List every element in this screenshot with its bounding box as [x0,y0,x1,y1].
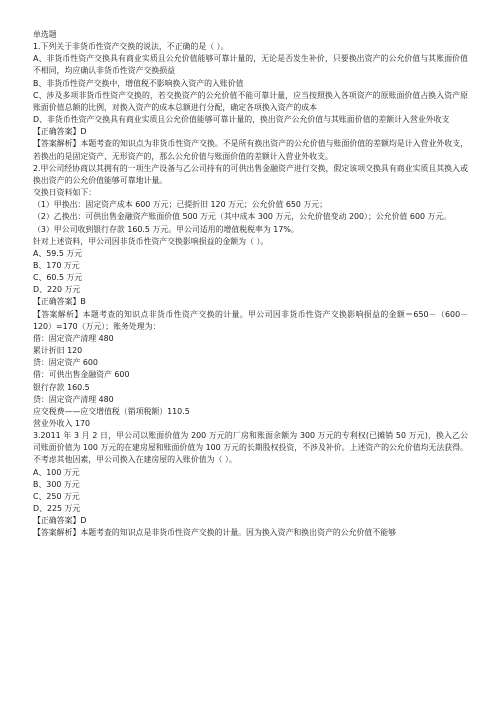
q2-analysis: 【答案解析】本题考查的知识点非货币性资产交换的计量。甲公司因非货币性资产交换影响损益的金额＝650－（600－120）=170（万元）；账务处理为： [33,309,468,331]
q2-entry-6: 贷：固定资产清理 480 [33,394,114,404]
q1-option-b: B、非货币性资产交换中，增值税不影响换入资产的入账价值 [33,78,244,88]
section-heading: 单选题 [33,30,57,39]
q1-option-c: C、涉及多项非货币性资产交换的，若交换资产的公允价值不能可靠计量，应当按照换入各项资产的原账面价值占换入资产原账面价值总额的比例，对换入资产的成本总额进行分配，确定各项换入资产的成本 [33,90,468,112]
q2-ask: 针对上述资料，甲公司因非货币性资产交换影响损益的金额为（ ）。 [33,236,269,246]
q2-info-3: （3）甲公司收到银行存款 160.5 万元。甲公司适用的增值税税率为 17%。 [33,224,299,234]
q3-option-a: A、100 万元 [33,467,80,477]
q3-option-b: B、300 万元 [33,479,80,489]
q2-entry-5: 银行存款 160.5 [33,382,90,392]
q3-stem: 3.2011 年 3 月 2 日，甲公司以账面价值为 200 万元的厂房和账面余额为 300 万元的专利权(已摊销 50 万元)，换入乙公司账面价值为 100 万元的在建房屋和账面价值为 100 万元的长期股权投资，不涉及补价。上述资产的公允价值均无法获得。不考虑其他因素，甲公司换入在建房屋的入账价值为（ ）。 [33,431,468,465]
q2-option-a: A、59.5 万元 [33,248,83,258]
q2-entry-3: 贷：固定资产 600 [33,358,98,368]
q2-stem: 2.甲公司经协商以其拥有的一项生产设备与乙公司持有的可供出售金融资产进行交换，假定该项交换具有商业实质且其换入或换出资产的公允价值能够可靠地计量。 [33,163,468,185]
q2-info-1: （1）甲换出：固定资产成本 600 万元；已提折旧 120 万元；公允价值 650 万元； [33,200,328,210]
q2-info-title: 交换日资料如下： [33,188,97,198]
q2-option-b: B、170 万元 [33,260,80,270]
q3-answer: 【正确答案】D [33,516,87,526]
q2-entry-1: 借：固定资产清理 480 [33,333,114,343]
q1-analysis: 【答案解析】本题考查的知识点为非货币性资产交换。不是所有换出资产的公允价值与账面价值的差额均是计入营业外收支，若换出的是固定资产、无形资产的，那么公允价值与账面价值的差额计入营业外收支。 [33,139,468,161]
q1-answer: 【正确答案】D [33,127,87,137]
q3-option-d: D、225 万元 [33,504,81,514]
q2-info-2: （2）乙换出：可供出售金融资产账面价值 500 万元（其中成本 300 万元，公允价值变动 200）；公允价值 600 万元。 [33,212,452,222]
q2-entry-8: 营业外收入 170 [33,419,91,428]
q2-entry-2: 累计折旧 120 [33,346,83,356]
q3-analysis: 【答案解析】本题考查的知识点是非货币性资产交换的计量。因为换入资产和换出资产的公允价值不能够 [33,528,396,538]
q2-option-c: C、60.5 万元 [33,273,83,283]
q2-option-d: D、220 万元 [33,285,81,295]
q2-entry-7: 应交税费——应交增值税（销项税额）110.5 [33,406,190,416]
q1-option-d: D、非货币性资产交换具有商业实质且公允价值能够可靠计量的，换出资产公允价值与其账面价值的差额计入营业外收支 [33,115,450,125]
q2-answer: 【正确答案】B [33,297,86,307]
q2-entry-4: 借：可供出售金融资产 600 [33,370,130,380]
q3-option-c: C、250 万元 [33,491,80,501]
q1-option-a: A、非货币性资产交换具有商业实质且公允价值能够可靠计量的，无论是否发生补价，只要换出资产的公允价值与其账面价值不相同，均应确认非货币性资产交换损益 [33,54,468,76]
q1-stem: 1.下列关于非货币性资产交换的说法，不正确的是（ ）。 [33,42,229,52]
